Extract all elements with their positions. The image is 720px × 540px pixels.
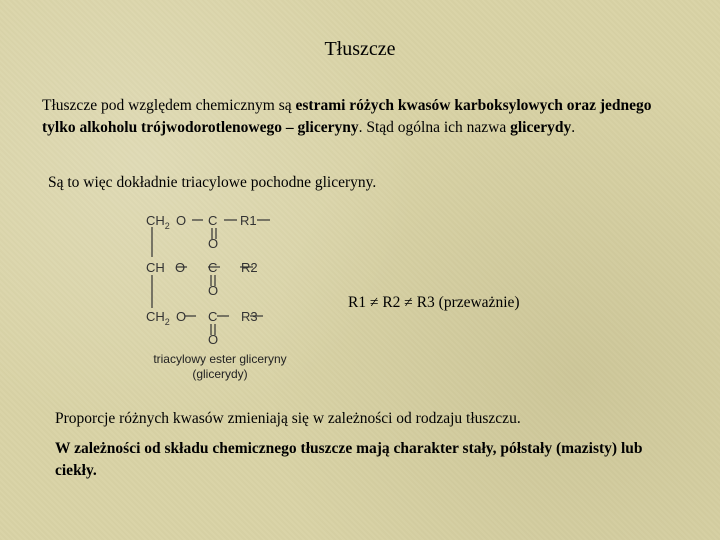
row3-oxygen: O [176, 309, 187, 324]
row3-ch2: $CH_2$ [146, 309, 170, 327]
definition-paragraph [42, 95, 662, 139]
substituent-relation: R1 ≠ R2 ≠ R3 (przeważnie) [348, 294, 520, 311]
consistency-paragraph: W zależności od składu chemicznego tłuszcze mają charakter stały, półstały (mazisty) lub ciekły. [55, 440, 643, 479]
definition-text-1: Tłuszcze pod względem chemicznym są [42, 97, 296, 114]
structure-caption [130, 352, 310, 382]
caption-line-1: triacylowy ester gliceryny [153, 352, 287, 366]
row3-carbon: C [208, 309, 218, 324]
definition-text-2: . Stąd ogólna ich nazwa [358, 119, 511, 136]
row1-oxygen: O [176, 213, 187, 228]
row1-carbonyl-oxygen: O [208, 236, 219, 251]
caption-line-2: (glicerydy) [192, 367, 248, 381]
proportions-paragraph: Proporcje różnych kwasów zmieniają się w zależności od rodzaju tłuszczu. [55, 410, 521, 427]
page-title: Tłuszcze [324, 38, 396, 60]
definition-text-3: . [571, 119, 576, 136]
row1-ch2: $CH_2$ [146, 213, 170, 231]
row1-carbon: C [208, 213, 218, 228]
definition-bold-glycerides: glicerydy [510, 119, 572, 136]
row2-oxygen: O [175, 260, 186, 275]
triacyl-paragraph: Są to więc dokładnie triacylowe pochodne gliceryny. [48, 174, 377, 191]
row1-r1: R1 [240, 213, 257, 228]
structure-svg [140, 205, 310, 355]
definition-bold-esters: estrami różych kwasów karboksylowych oraz jednego tylko alkoholu trójwodorotlenowego – gliceryny [42, 97, 652, 136]
atom-labels [146, 213, 258, 347]
row3-r3: R3 [241, 309, 258, 324]
row2-ch: CH [146, 260, 165, 275]
row2-carbonyl-oxygen: O [208, 283, 219, 298]
row3-carbonyl-oxygen: O [208, 332, 219, 347]
row2-r2: R2 [241, 260, 258, 275]
row2-carbon: C [208, 260, 218, 275]
